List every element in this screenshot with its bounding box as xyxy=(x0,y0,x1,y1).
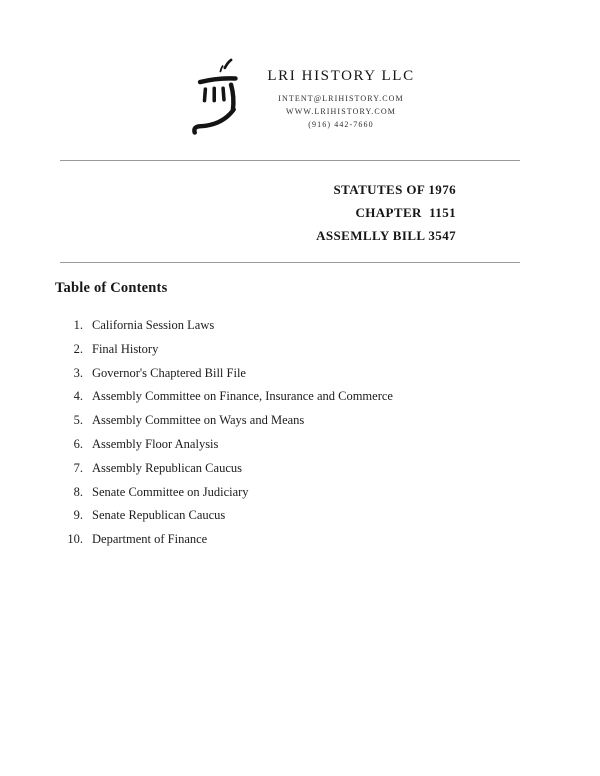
toc-title: Table of Contents xyxy=(55,280,168,296)
toc-item xyxy=(55,314,540,338)
toc-item-text: Assembly Committee on Finance, Insurance and Commerce xyxy=(92,389,393,404)
toc-item-text: Assembly Floor Analysis xyxy=(92,436,219,451)
toc-item-number: 5. xyxy=(73,413,83,428)
toc-item-number: 7. xyxy=(73,460,83,475)
toc-item xyxy=(55,362,540,386)
toc-item-text: Assembly Republican Caucus xyxy=(92,460,242,475)
toc-item-text: Governor's Chaptered Bill File xyxy=(92,365,246,380)
company-name: LRI HISTORY LLC xyxy=(267,68,415,84)
toc-item xyxy=(55,457,540,481)
toc-item-text: Final History xyxy=(92,341,159,356)
toc-item xyxy=(55,528,540,552)
toc-item-number: 8. xyxy=(73,484,83,499)
toc-item xyxy=(55,433,540,457)
email-text: INTENT@LRIHISTORY.COM xyxy=(278,94,404,103)
toc-item-number: 4. xyxy=(73,389,83,404)
toc-item-text: Senate Republican Caucus xyxy=(92,508,226,523)
toc-item xyxy=(55,385,540,409)
statutes-line: STATUTES OF 1976 xyxy=(333,182,456,197)
toc-item-number: 6. xyxy=(73,436,83,451)
statute-block xyxy=(60,178,520,247)
website-text: WWW.LRIHISTORY.COM xyxy=(286,107,396,116)
toc-item-number: 3. xyxy=(73,365,83,380)
toc-item xyxy=(55,504,540,528)
toc-item xyxy=(55,481,540,505)
toc-item-text: California Session Laws xyxy=(92,318,215,332)
toc-item-text: Senate Committee on Judiciary xyxy=(92,484,249,499)
letterhead-text xyxy=(267,58,414,131)
toc-item-number: 1. xyxy=(73,318,83,332)
top-divider xyxy=(60,160,520,161)
toc-item xyxy=(55,338,540,362)
toc-item-text: Assembly Committee on Ways and Means xyxy=(92,413,305,428)
bill-line: ASSEMLLY BILL 3547 xyxy=(316,228,456,243)
toc-item-number: 10. xyxy=(67,532,83,547)
toc-item xyxy=(55,409,540,433)
calligraphy-logo-icon xyxy=(185,58,247,138)
toc-list xyxy=(55,314,540,552)
bottom-divider xyxy=(60,262,520,263)
chapter-line: CHAPTER 1151 xyxy=(355,205,456,220)
phone-text: (916) 442-7660 xyxy=(308,120,374,129)
toc-item-number: 2. xyxy=(73,341,83,356)
toc-item-number: 9. xyxy=(73,508,83,523)
toc-item-text: Department of Finance xyxy=(92,532,208,547)
table-of-contents xyxy=(55,280,540,552)
letterhead xyxy=(0,0,600,138)
